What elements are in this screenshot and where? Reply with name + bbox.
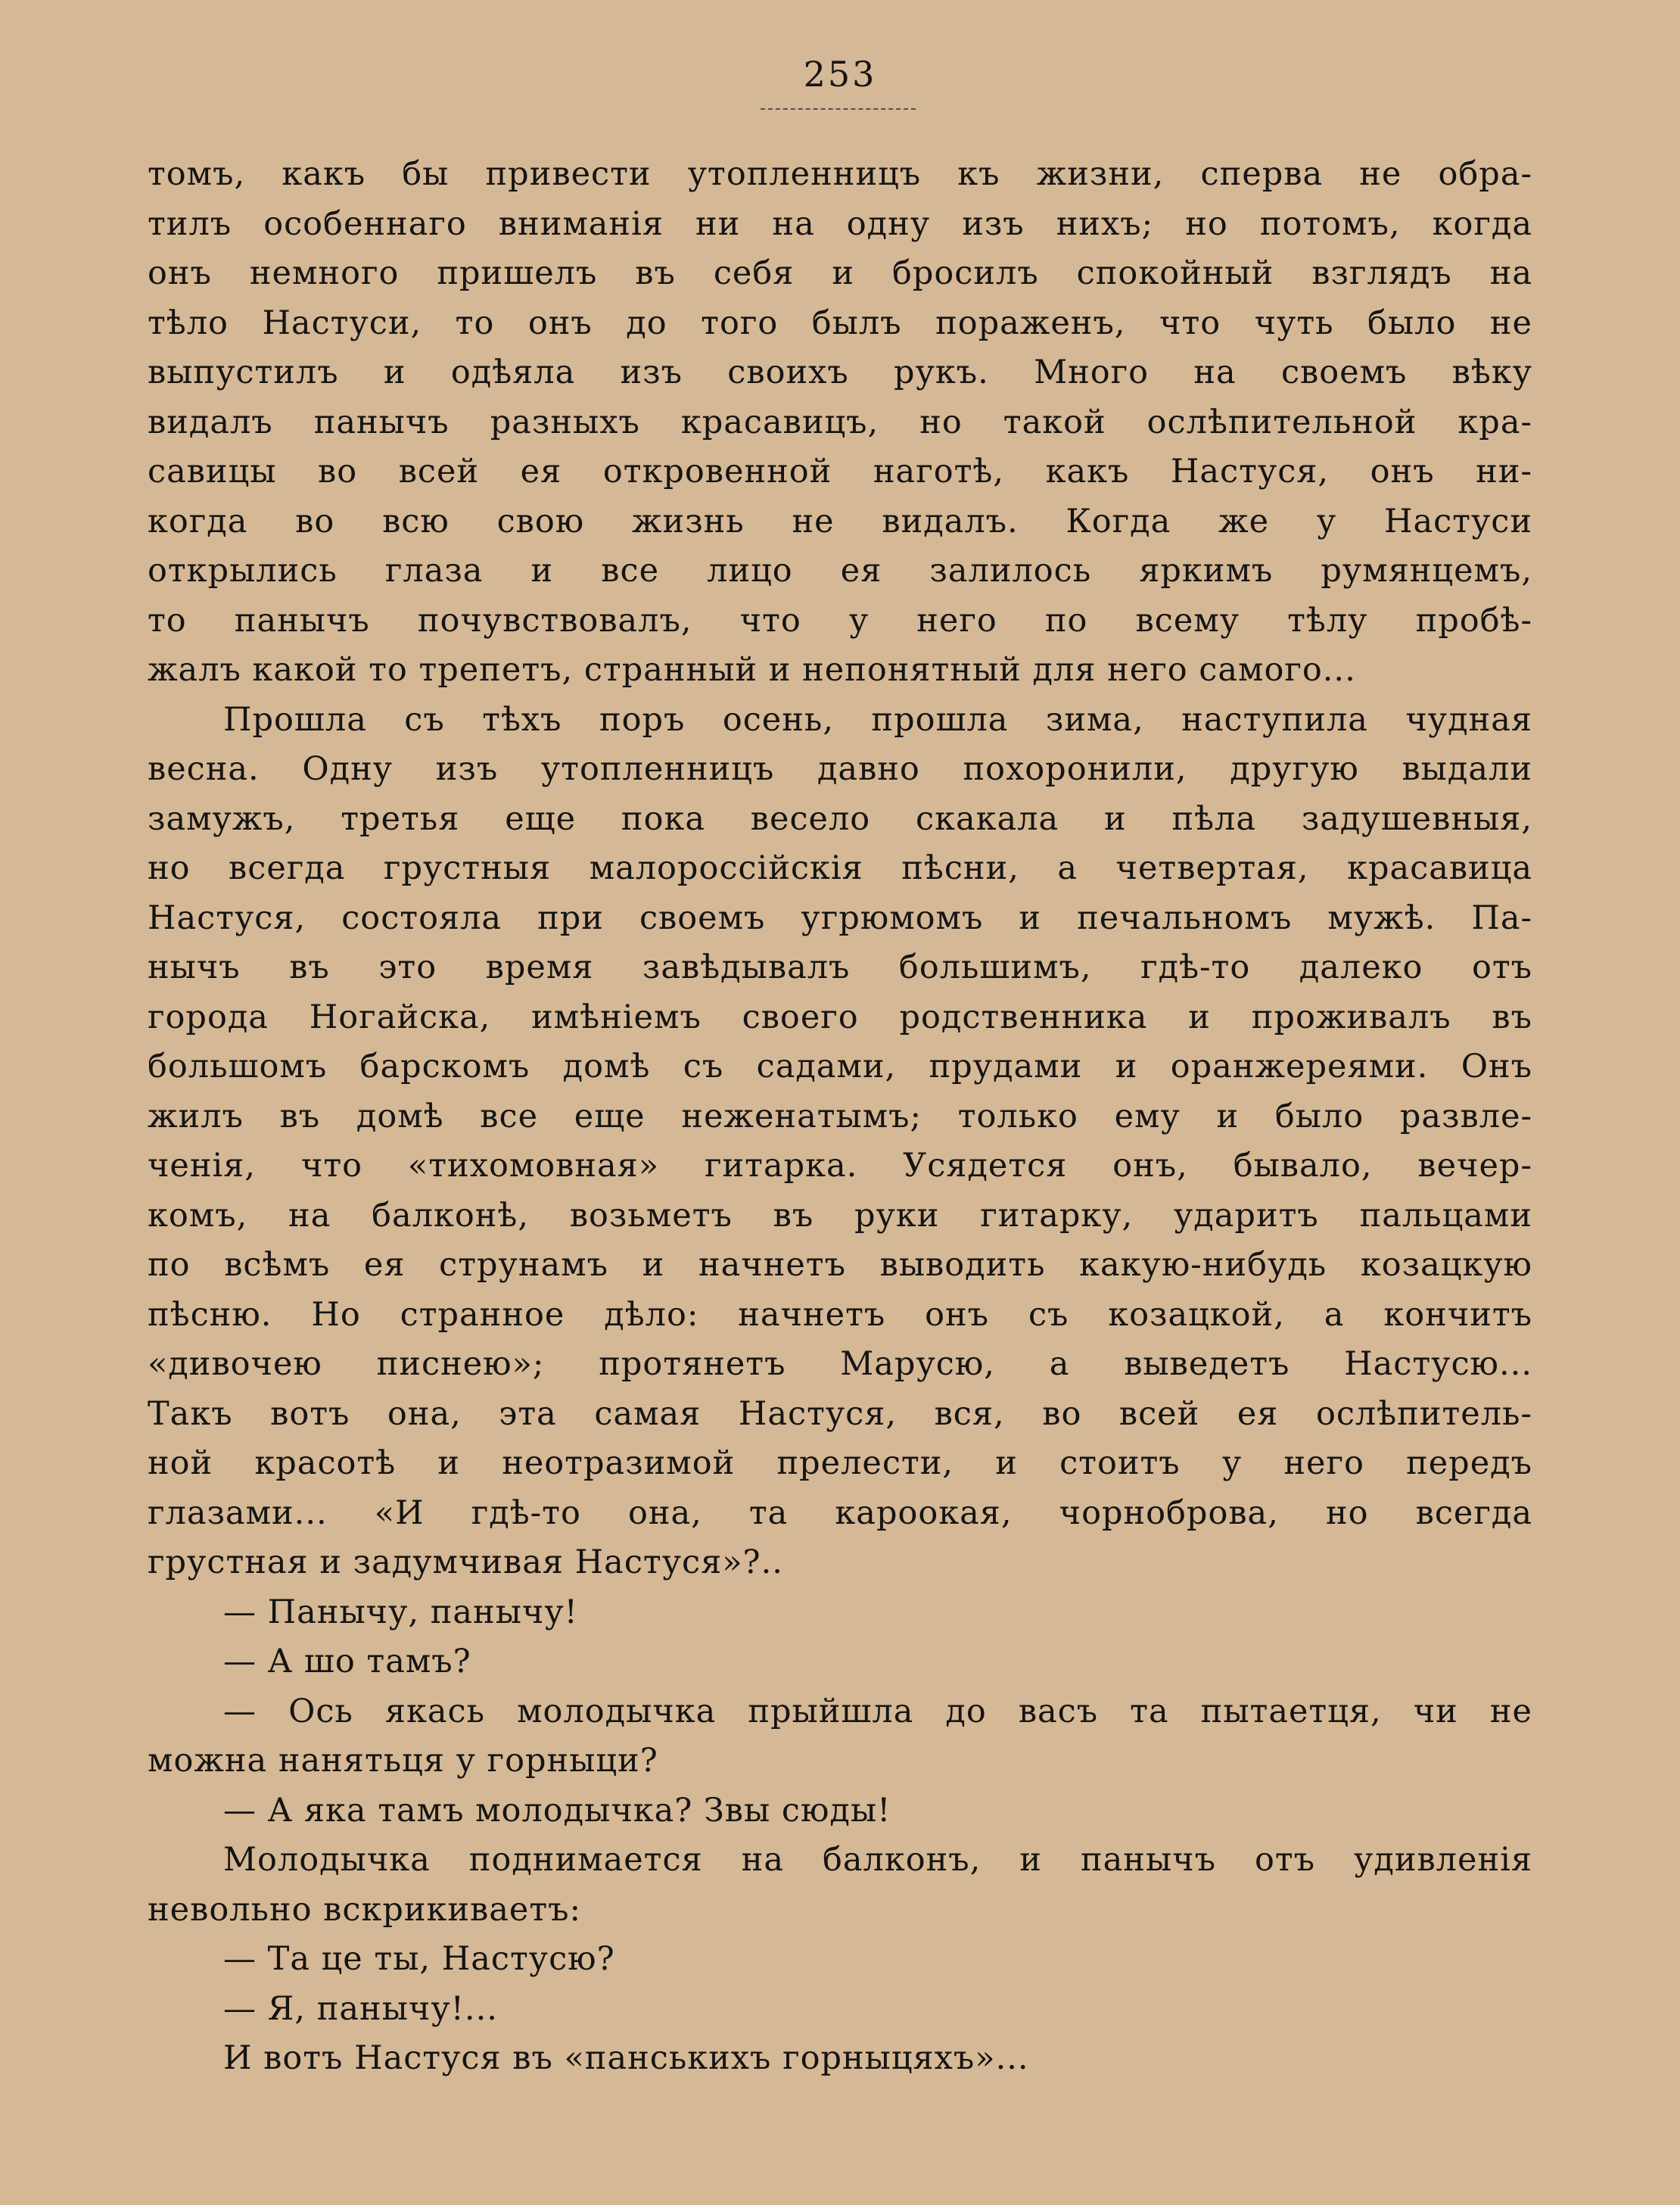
- text-line: тилъ особеннаго вниманія ни на одну изъ нихъ; но потомъ, когда: [148, 204, 1532, 243]
- page-number: 253: [803, 54, 877, 95]
- text-line: — Та це ты, Настусю?: [223, 1940, 615, 1978]
- text-line: то панычъ почувствовалъ, что у него по всему тѣлу пробѣ-: [148, 601, 1532, 640]
- text-line: Прошла съ тѣхъ поръ осень, прошла зима, наступила чудная: [223, 700, 1532, 739]
- text-line: «дивочею писнею»; протянетъ Марусю, а выведетъ Настусю...: [148, 1345, 1532, 1383]
- text-line: Молодычка поднимается на балконъ, и панычъ отъ удивленія: [223, 1841, 1532, 1879]
- text-line: глазами... «И гдѣ-то она, та кароокая, чорноброва, но всегда: [148, 1493, 1532, 1532]
- text-line: ной красотѣ и неотразимой прелести, и стоитъ у него передъ: [148, 1444, 1532, 1482]
- text-line: тѣло Настуси, то онъ до того былъ пораженъ, что чуть было не: [148, 304, 1532, 342]
- text-line: пѣсню. Но странное дѣло: начнетъ онъ съ козацкой, а кончитъ: [148, 1295, 1532, 1334]
- text-line: жалъ какой то трепетъ, странный и непонятный для него самого...: [148, 651, 1356, 689]
- text-line: можна нанятьця у горныци?: [148, 1742, 658, 1780]
- text-line: замужъ, третья еще пока весело скакала и пѣла задушевныя,: [148, 799, 1532, 838]
- text-line: томъ, какъ бы привести утопленницъ къ жизни, сперва не обра-: [148, 155, 1532, 193]
- text-line: по всѣмъ ея струнамъ и начнетъ выводить какую-нибудь козацкую: [148, 1246, 1532, 1284]
- text-line: — А шо тамъ?: [223, 1643, 471, 1680]
- text-line: комъ, на балконѣ, возьметъ въ руки гитарку, ударитъ пальцами: [148, 1196, 1532, 1235]
- text-line: большомъ барскомъ домѣ съ садами, прудами и оранжереями. Онъ: [148, 1048, 1532, 1085]
- text-line: ченія, что «тихомовная» гитарка. Усядется онъ, бывало, вечер-: [148, 1147, 1532, 1185]
- body-text: [148, 150, 1532, 2084]
- text-line: нычъ въ это время завѣдывалъ большимъ, гдѣ-то далеко отъ: [148, 948, 1532, 986]
- text-line: — Я, панычу!...: [223, 1989, 498, 2028]
- text-line: Настуся, состояла при своемъ угрюмомъ и печальномъ мужѣ. Па-: [148, 899, 1532, 937]
- text-line: — А яка тамъ молодычка? Звы сюды!: [223, 1791, 891, 1830]
- text-line: онъ немного пришелъ въ себя и бросилъ спокойный взглядъ на: [148, 254, 1532, 292]
- text-line: — Ось якась молодычка прыйшла до васъ та пытаетця, чи не: [223, 1692, 1532, 1730]
- text-line: невольно вскрикиваетъ:: [148, 1890, 581, 1929]
- text-line: Такъ вотъ она, эта самая Настуся, вся, во всей ея ослѣпитель-: [148, 1394, 1532, 1433]
- text-line: выпустилъ и одѣяла изъ своихъ рукъ. Много на своемъ вѣку: [148, 353, 1532, 391]
- text-line: — Панычу, панычу!: [223, 1593, 578, 1631]
- text-line: видалъ панычъ разныхъ красавицъ, но такой ослѣпительной кра-: [148, 403, 1532, 441]
- header-rule: [761, 108, 916, 110]
- text-line: грустная и задумчивая Настуся»?..: [148, 1543, 783, 1581]
- text-line: жилъ въ домѣ все еще неженатымъ; только ему и было развле-: [148, 1097, 1532, 1135]
- text-line: савицы во всей ея откровенной наготѣ, какъ Настуся, онъ ни-: [148, 453, 1532, 491]
- text-line: И вотъ Настуся въ «панськихъ горныцяхъ»...: [223, 2039, 1029, 2077]
- text-line: города Ногайска, имѣніемъ своего родственника и проживалъ въ: [148, 998, 1532, 1036]
- text-line: открылись глаза и все лицо ея залилось яркимъ румянцемъ,: [148, 552, 1532, 590]
- text-line: но всегда грустныя малороссійскія пѣсни, а четвертая, красавица: [148, 849, 1532, 887]
- text-line: весна. Одну изъ утопленницъ давно похоронили, другую выдали: [148, 750, 1532, 788]
- text-line: когда во всю свою жизнь не видалъ. Когда же у Настуси: [148, 502, 1532, 540]
